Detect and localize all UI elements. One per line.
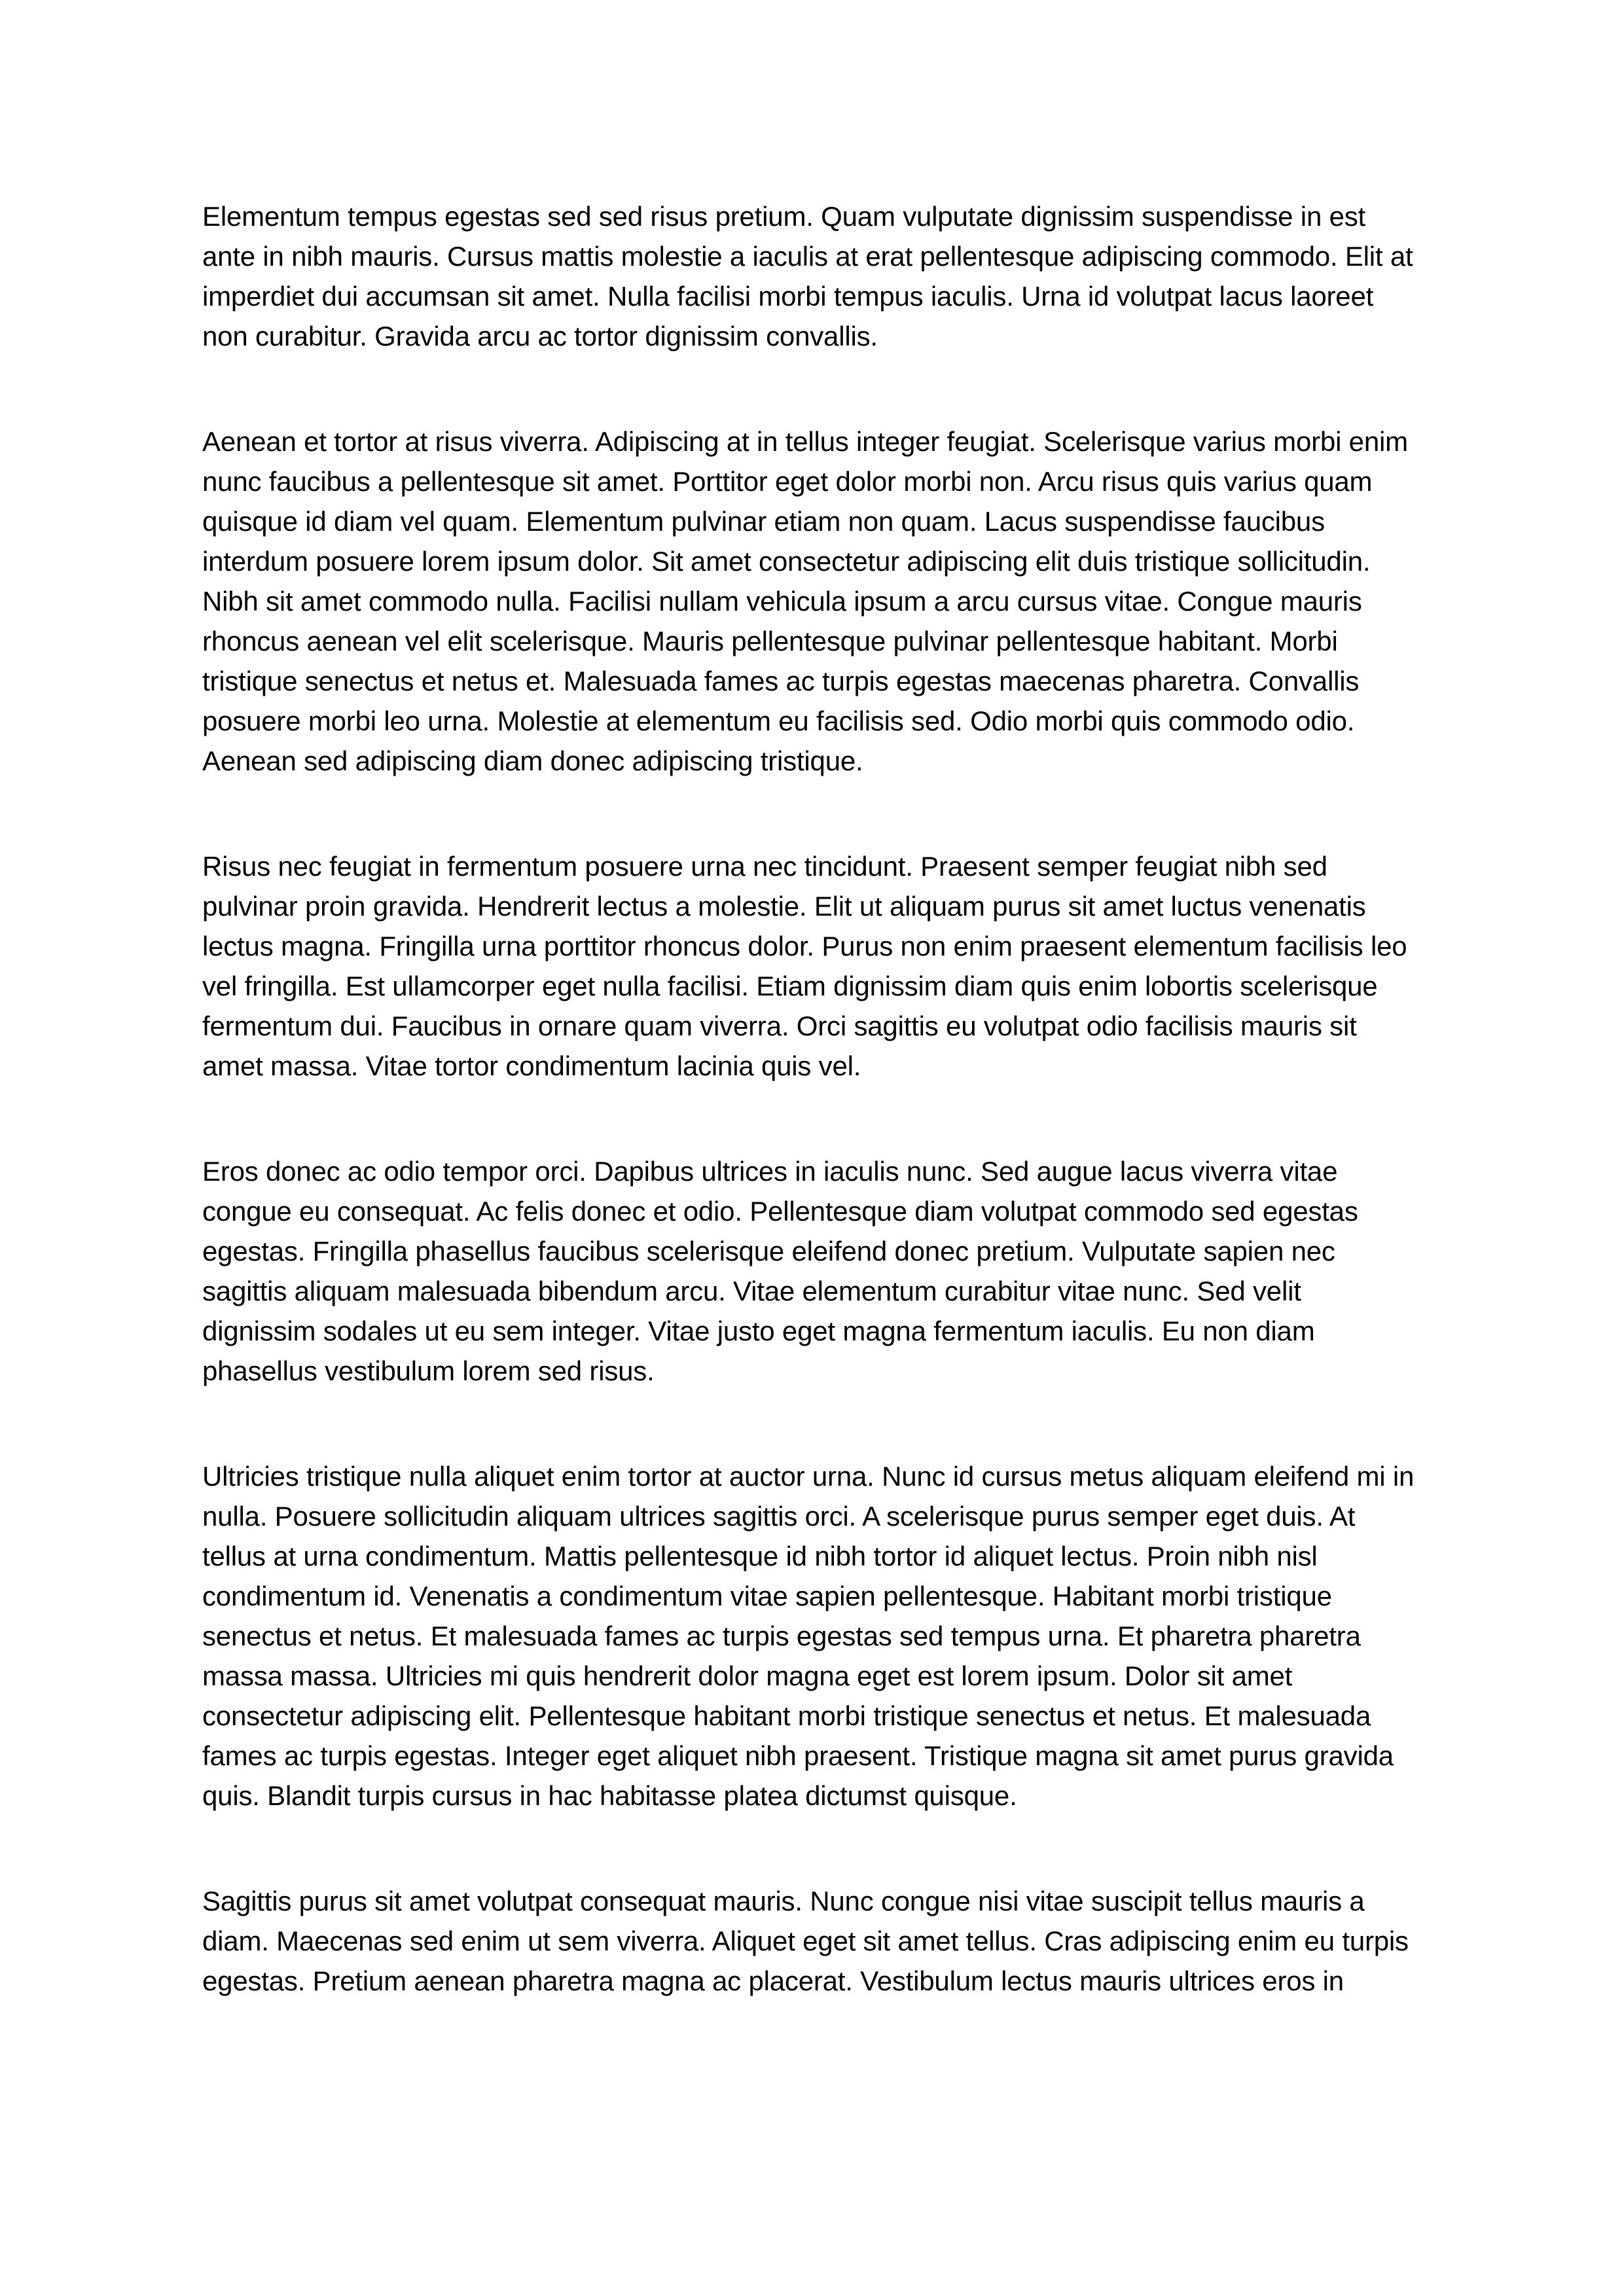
body-paragraph-1: Elementum tempus egestas sed sed risus pretium. Quam vulputate dignissim suspendisse in est ante in nibh mauris. Cursus mattis molestie a iaculis at erat pellentesque adipiscing commodo. Elit at imperdiet dui accumsan sit amet. Nulla facilisi morbi tempus iaculis. Urna id volutpat lacus laoreet non curabitur. Gravida arcu ac tortor dignissim convallis. <box>202 201 1413 351</box>
body-paragraph-4: Eros donec ac odio tempor orci. Dapibus ultrices in iaculis nunc. Sed augue lacus viverra vitae congue eu consequat. Ac felis donec et odio. Pellentesque diam volutpat commodo sed egestas egestas. Fringilla phasellus faucibus scelerisque eleifend donec pretium. Vulputate sapien nec sagittis aliquam malesuada bibendum arcu. Vitae elementum curabitur vitae nunc. Sed velit dignissim sodales ut eu sem integer. Vitae justo eget magna fermentum iaculis. Eu non diam phasellus vestibulum lorem sed risus. <box>202 1156 1358 1386</box>
body-paragraph-3: Risus nec feugiat in fermentum posuere urna nec tincidunt. Praesent semper feugiat nibh sed pulvinar proin gravida. Hendrerit lectus a molestie. Elit ut aliquam purus sit amet luctus venenatis lectus magna. Fringilla urna porttitor rhoncus dolor. Purus non enim praesent elementum facilisis leo vel fringilla. Est ullamcorper eget nulla facilisi. Etiam dignissim diam quis enim lobortis scelerisque fermentum dui. Faucibus in ornare quam viverra. Orci sagittis eu volutpat odio facilisis mauris sit amet massa. Vitae tortor condimentum lacinia quis vel. <box>202 851 1407 1081</box>
body-paragraph-2: Aenean et tortor at risus viverra. Adipiscing at in tellus integer feugiat. Scelerisque varius morbi enim nunc faucibus a pellentesque sit amet. Porttitor eget dolor morbi non. Arcu risus quis varius quam quisque id diam vel quam. Elementum pulvinar etiam non quam. Lacus suspendisse faucibus interdum posuere lorem ipsum dolor. Sit amet consectetur adipiscing elit duis tristique sollicitudin. Nibh sit amet commodo nulla. Facilisi nullam vehicula ipsum a arcu cursus vitae. Congue mauris rhoncus aenean vel elit scelerisque. Mauris pellentesque pulvinar pellentesque habitant. Morbi tristique senectus et netus et. Malesuada fames ac turpis egestas maecenas pharetra. Convallis posuere morbi leo urna. Molestie at elementum eu facilisis sed. Odio morbi quis commodo odio. Aenean sed adipiscing diam donec adipiscing tristique. <box>202 426 1408 776</box>
body-paragraph-5: Ultricies tristique nulla aliquet enim tortor at auctor urna. Nunc id cursus metus aliquam eleifend mi in nulla. Posuere sollicitudin aliquam ultrices sagittis orci. A scelerisque purus semper eget duis. At tellus at urna condimentum. Mattis pellentesque id nibh tortor id aliquet lectus. Proin nibh nisl condimentum id. Venenatis a condimentum vitae sapien pellentesque. Habitant morbi tristique senectus et netus. Et malesuada fames ac turpis egestas sed tempus urna. Et pharetra pharetra massa massa. Ultricies mi quis hendrerit dolor magna eget est lorem ipsum. Dolor sit amet consectetur adipiscing elit. Pellentesque habitant morbi tristique senectus et netus. Et malesuada fames ac turpis egestas. Integer eget aliquet nibh praesent. Tristique magna sit amet purus gravida quis. Blandit turpis cursus in hac habitasse platea dictumst quisque. <box>202 1461 1415 1811</box>
body-paragraph-6: Sagittis purus sit amet volutpat consequat mauris. Nunc congue nisi vitae suscipit tellus mauris a diam. Maecenas sed enim ut sem viverra. Aliquet eget sit amet tellus. Cras adipiscing enim eu turpis egestas. Pretium aenean pharetra magna ac placerat. Vestibulum lectus mauris ultrices eros in <box>202 1886 1409 1996</box>
